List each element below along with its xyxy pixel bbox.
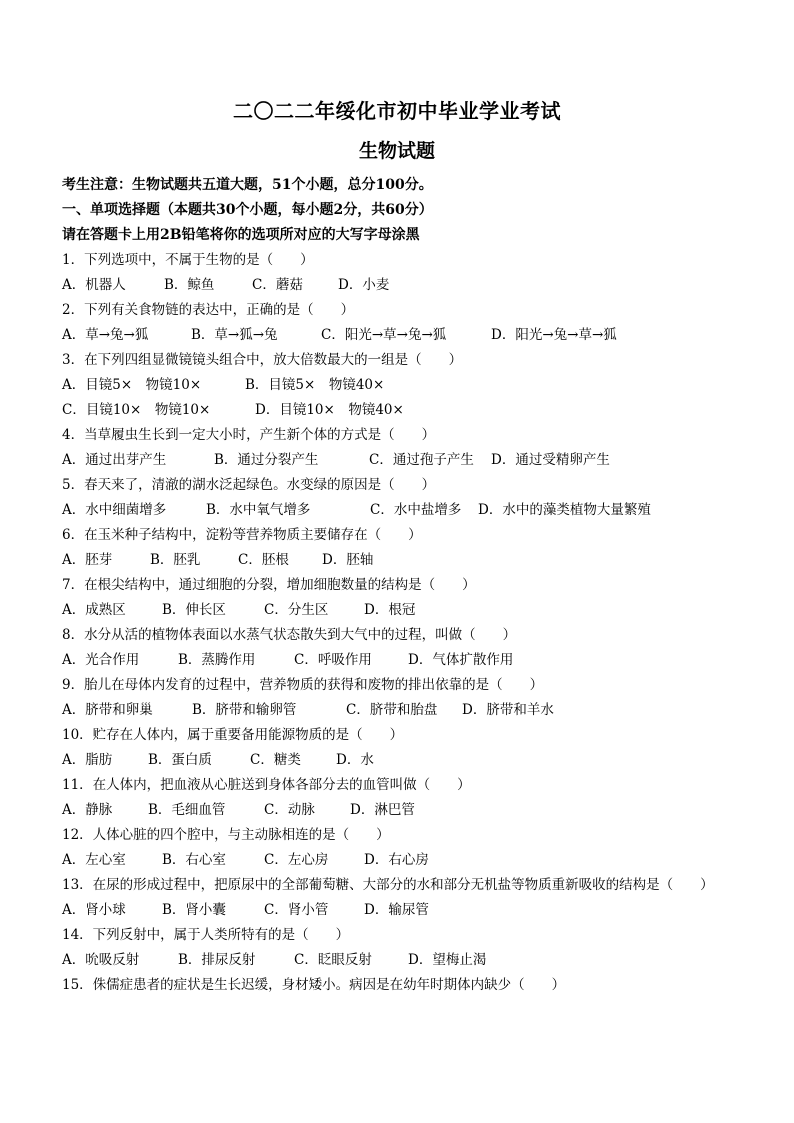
option-a: A．吮吸反射 — [62, 952, 140, 968]
option-b: B．水中氧气增多 — [206, 502, 311, 518]
option-d: D．根冠 — [364, 602, 416, 618]
question-options — [62, 598, 742, 623]
option-c: C．阳光→草→兔→狐 — [321, 327, 447, 343]
exam-content — [62, 173, 742, 998]
question-stem: 15．侏儒症患者的症状是生长迟缓，身材矮小。病因是在幼年时期体内缺少（ ） — [62, 977, 566, 993]
option-a: A．水中细菌增多 — [62, 502, 167, 518]
option-b: B．肾小囊 — [162, 902, 226, 918]
option-b: B．蛋白质 — [148, 752, 212, 768]
option-d: D．胚轴 — [322, 552, 374, 568]
question-options — [62, 648, 742, 673]
option-d: D．水 — [336, 752, 374, 768]
option-a: A．左心室 — [62, 852, 126, 868]
option-a: A．成熟区 — [62, 602, 126, 618]
section-heading: 一、单项选择题（本题共30个小题，每小题2分，共60分） — [62, 202, 433, 218]
question-options — [62, 748, 742, 773]
option-b: B．毛细血管 — [148, 802, 226, 818]
option-c: C．脐带和胎盘 — [346, 702, 438, 718]
option-a: A．脂肪 — [62, 752, 113, 768]
option-d: D．气体扩散作用 — [408, 652, 514, 668]
option-a: A．通过出芽产生 — [62, 452, 167, 468]
question-options — [62, 798, 742, 823]
option-c: C．目镜10× 物镜10× — [62, 402, 211, 418]
option-b: B．伸长区 — [162, 602, 226, 618]
option-c: C．水中盐增多 — [370, 502, 462, 518]
option-d: D．右心房 — [364, 852, 429, 868]
exam-subtitle: 生物试题 — [358, 140, 435, 162]
question-stem: 11．在人体内，把血液从心脏送到身体各部分去的血管叫做（ ） — [62, 777, 471, 793]
option-a: A．胚芽 — [62, 552, 113, 568]
option-b: B．草→狐→兔 — [191, 327, 278, 343]
question-stem: 6．在玉米种子结构中，淀粉等营养物质主要储存在（ ） — [62, 527, 422, 543]
option-c: C．眨眼反射 — [294, 952, 372, 968]
option-b: B．蒸腾作用 — [178, 652, 256, 668]
option-a: A．肾小球 — [62, 902, 126, 918]
question-stem: 5．春天来了，清澈的湖水泛起绿色。水变绿的原因是（ ） — [62, 477, 436, 493]
option-a: A．静脉 — [62, 802, 113, 818]
option-b: B．排尿反射 — [178, 952, 256, 968]
option-a: A．草→兔→狐 — [62, 327, 149, 343]
option-c: C．分生区 — [264, 602, 329, 618]
answer-instruction: 请在答题卡上用2B铅笔将你的选项所对应的大写字母涂黑 — [62, 227, 420, 243]
option-c: C．肾小管 — [264, 902, 329, 918]
option-c: C．动脉 — [264, 802, 315, 818]
option-a: A．脐带和卵巢 — [62, 702, 153, 718]
option-c: C．通过孢子产生 — [369, 452, 474, 468]
question-options — [62, 323, 742, 348]
option-c: C．糖类 — [250, 752, 301, 768]
question-stem: 3．在下列四组显微镜镜头组合中，放大倍数最大的一组是（ ） — [62, 352, 463, 368]
question-stem: 4．当草履虫生长到一定大小时，产生新个体的方式是（ ） — [62, 427, 436, 443]
option-d: D．淋巴管 — [350, 802, 415, 818]
exam-title: 二〇二二年绥化市初中毕业学业考试 — [233, 99, 561, 123]
question-stem: 7．在根尖结构中，通过细胞的分裂，增加细胞数量的结构是（ ） — [62, 577, 476, 593]
question-stem: 13．在尿的形成过程中，把原尿中的全部葡萄糖、大部分的水和部分无机盐等物质重新吸收的结构是（ ） — [62, 877, 714, 893]
option-d: D．目镜10× 物镜40× — [255, 402, 404, 418]
question-options — [62, 898, 742, 923]
candidate-notice: 考生注意：生物试题共五道大题，51个小题，总分100分。 — [62, 177, 433, 193]
option-b: B．通过分裂产生 — [214, 452, 319, 468]
option-a: A．目镜5× 物镜10× — [62, 377, 202, 393]
option-c: C．呼吸作用 — [294, 652, 372, 668]
question-options — [62, 548, 742, 573]
question-options — [62, 273, 742, 298]
option-d: D．阳光→兔→草→狐 — [491, 327, 617, 343]
option-b: B．胚乳 — [150, 552, 201, 568]
option-a: A．机器人 — [62, 277, 126, 293]
question-options — [62, 698, 742, 723]
option-d: D．通过受精卵产生 — [491, 452, 610, 468]
question-stem: 14．下列反射中，属于人类所特有的是（ ） — [62, 927, 350, 943]
option-d: D．输尿管 — [364, 902, 429, 918]
question-options — [62, 948, 742, 973]
question-options — [62, 448, 742, 473]
question-stem: 2．下列有关食物链的表达中，正确的是（ ） — [62, 302, 355, 318]
question-options — [62, 373, 742, 398]
question-stem: 12．人体心脏的四个腔中，与主动脉相连的是（ ） — [62, 827, 390, 843]
option-b: B．右心室 — [162, 852, 226, 868]
question-options — [62, 398, 742, 423]
option-c: C．左心房 — [264, 852, 329, 868]
question-stem: 10．贮存在人体内，属于重要备用能源物质的是（ ） — [62, 727, 404, 743]
option-d: D．脐带和羊水 — [462, 702, 554, 718]
question-options — [62, 848, 742, 873]
option-d: D．小麦 — [338, 277, 390, 293]
option-d: D．望梅止渴 — [408, 952, 487, 968]
option-b: B．目镜5× 物镜40× — [245, 377, 385, 393]
question-stem: 8．水分从活的植物体表面以水蒸气状态散失到大气中的过程，叫做（ ） — [62, 627, 517, 643]
option-b: B．脐带和输卵管 — [192, 702, 297, 718]
option-c: C．蘑菇 — [252, 277, 303, 293]
question-stem: 9．胎儿在母体内发育的过程中，营养物质的获得和废物的排出依靠的是（ ） — [62, 677, 544, 693]
question-stem: 1．下列选项中，不属于生物的是（ ） — [62, 252, 314, 268]
option-a: A．光合作用 — [62, 652, 140, 668]
question-options — [62, 498, 742, 523]
option-c: C．胚根 — [238, 552, 289, 568]
option-d: D．水中的藻类植物大量繁殖 — [478, 502, 651, 518]
option-b: B．鲸鱼 — [164, 277, 215, 293]
